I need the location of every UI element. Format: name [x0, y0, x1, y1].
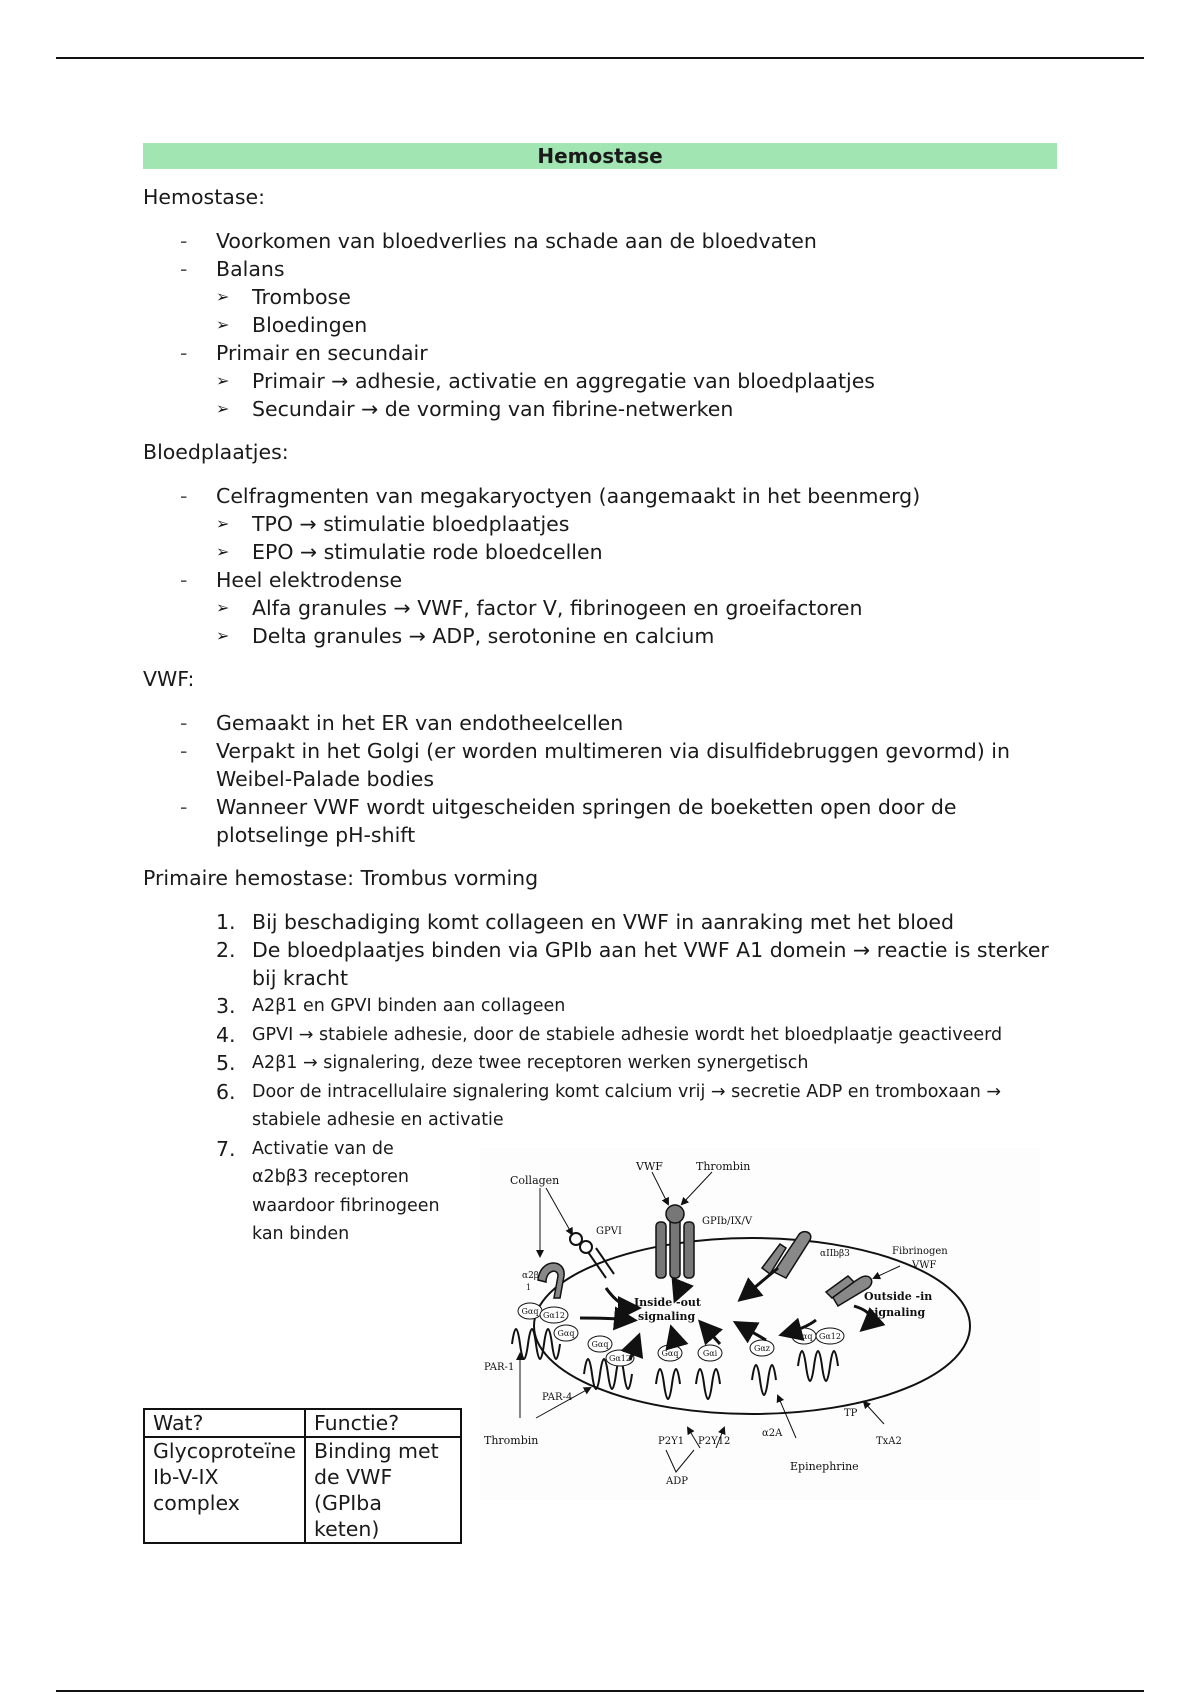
- list-item: - Gemaakt in het ER van endotheelcellen: [143, 709, 1057, 737]
- table-header-cell: Wat?: [144, 1409, 305, 1437]
- step-item: 3. A2β1 en GPVI binden aan collageen: [216, 994, 566, 1018]
- sub-list-item: ➢ Trombose: [216, 285, 351, 309]
- heading-primaire-hemostase: Primaire hemostase: Trombus vorming: [143, 866, 539, 890]
- step-item: 1. Bij beschadiging komt collageen en VWF in aanraking met het bloed: [216, 910, 955, 934]
- footer-rule: [56, 1690, 1144, 1692]
- heading-hemostase: Hemostase:: [143, 185, 266, 209]
- label-outside-in: Outside -in: [864, 1290, 933, 1303]
- gprotein-label: Gα12: [819, 1332, 841, 1341]
- label-par1: PAR-1: [484, 1362, 515, 1373]
- table-header-row: [144, 1409, 461, 1437]
- arrowhead-bullet-icon: ➢: [216, 626, 230, 645]
- arrowhead-bullet-icon: ➢: [216, 542, 230, 561]
- arrowhead-bullet-icon: ➢: [216, 399, 230, 418]
- list-item: - Primair en secundair ➢ Primair → adhesie, activatie en aggregatie van bloedplaatjes ➢ Secundair → de vorming van fibrine-netwerken: [143, 339, 1057, 423]
- list-bloedplaatjes: [143, 482, 1057, 650]
- label-p2y12: P2Y12: [698, 1436, 731, 1447]
- label-gpvi: GPVI: [596, 1226, 622, 1237]
- sub-list-item: ➢ Bloedingen: [216, 313, 368, 337]
- header-rule: [56, 57, 1144, 59]
- gprotein-label: Gα12: [543, 1311, 565, 1320]
- label-a2b1: α2β: [522, 1271, 540, 1281]
- step-item: 2. De bloedplaatjes binden via GPIb aan het VWF A1 domein → reactie is sterker bij kracht: [216, 938, 1049, 990]
- table-cell: Glycoproteïne Ib-V-IX complex: [144, 1437, 305, 1543]
- info-table: [143, 1408, 462, 1544]
- gprotein-label: Gα12: [609, 1354, 631, 1363]
- heading-bloedplaatjes: Bloedplaatjes:: [143, 440, 289, 464]
- step-item: 4. GPVI → stabiele adhesie, door de stabiele adhesie wordt het bloedplaatje geactiveerd: [216, 1022, 1003, 1047]
- label-tp: TP: [844, 1408, 858, 1419]
- label-inside-out-signaling: signaling: [638, 1310, 696, 1323]
- sub-list-item: ➢ TPO → stimulatie bloedplaatjes: [216, 512, 570, 536]
- step-item: 7. Activatie van de α2bβ3 receptoren waardoor fibrinogeen kan binden: [216, 1136, 440, 1244]
- gprotein-label: Gαi: [702, 1349, 718, 1358]
- label-aiib3: αIIbβ3: [820, 1249, 850, 1259]
- label-epinephrine: Epinephrine: [790, 1460, 859, 1473]
- label-p2y1: P2Y1: [658, 1436, 685, 1447]
- arrowhead-bullet-icon: ➢: [216, 514, 230, 533]
- sub-list-item: ➢ Delta granules → ADP, serotonine en calcium: [216, 624, 715, 648]
- document-body: [143, 143, 1057, 1249]
- arrowhead-bullet-icon: ➢: [216, 598, 230, 617]
- label-a2b1-sub: 1: [526, 1283, 532, 1292]
- table-header-cell: Functie?: [305, 1409, 461, 1437]
- page-title: Hemostase: [143, 143, 1057, 169]
- list-item: - Wanneer VWF wordt uitgescheiden springen de boeketten open door de plotselinge pH-shift: [143, 793, 1057, 849]
- list-item: - Heel elektrodense ➢ Alfa granules → VWF, factor V, fibrinogeen en groeifactoren ➢ Delta granules → ADP, serotonine en calcium: [143, 566, 1057, 650]
- gprotein-label: Gαq: [521, 1307, 539, 1316]
- label-adp: ADP: [666, 1476, 688, 1487]
- heading-vwf: VWF:: [143, 667, 195, 691]
- label-outside-in-signaling: signaling: [868, 1306, 926, 1319]
- arrowhead-bullet-icon: ➢: [216, 371, 230, 390]
- list-hemostase: [143, 227, 1057, 423]
- sub-list-item: ➢ EPO → stimulatie rode bloedcellen: [216, 540, 603, 564]
- list-vwf: [143, 709, 1057, 849]
- gprotein-label: Gαq: [795, 1332, 813, 1341]
- table-row: [144, 1437, 461, 1543]
- platelet-signaling-diagram: [480, 1148, 1040, 1500]
- label-gpib: GPIb/IX/V: [702, 1216, 753, 1227]
- sub-list-item: ➢ Primair → adhesie, activatie en aggregatie van bloedplaatjes: [216, 369, 875, 393]
- arrowhead-bullet-icon: ➢: [216, 287, 230, 306]
- table-cell: Binding met de VWF (GPIba keten): [305, 1437, 461, 1543]
- gprotein-label: Gαz: [753, 1344, 771, 1353]
- gprotein-label: Gαq: [591, 1340, 609, 1349]
- sub-list-item: ➢ Alfa granules → VWF, factor V, fibrinogeen en groeifactoren: [216, 596, 863, 620]
- list-item: - Balans ➢ Trombose ➢ Bloedingen: [143, 255, 1057, 339]
- list-item: - Celfragmenten van megakaryoctyen (aangemaakt in het beenmerg) ➢ TPO → stimulatie bloedplaatjes ➢ EPO → stimulatie rode bloedcellen: [143, 482, 1057, 566]
- figure-background: [480, 1148, 1040, 1500]
- list-item: - Voorkomen van bloedverlies na schade aan de bloedvaten: [143, 227, 1057, 255]
- arrowhead-bullet-icon: ➢: [216, 315, 230, 334]
- label-a2a: α2A: [762, 1428, 783, 1439]
- label-inside-out: Inside -out: [634, 1296, 702, 1309]
- label-txa2: TxA2: [876, 1436, 902, 1447]
- label-vwf: VWF: [636, 1160, 663, 1173]
- step-item: 6. Door de intracellulaire signalering komt calcium vrij → secretie ADP en tromboxaan → stabiele adhesie en activatie: [216, 1079, 1002, 1130]
- sub-list-item: ➢ Secundair → de vorming van fibrine-netwerken: [216, 397, 734, 421]
- label-collagen: Collagen: [510, 1174, 560, 1187]
- gprotein-label: Gαq: [661, 1349, 679, 1358]
- gprotein-label: Gαq: [557, 1329, 575, 1338]
- label-fibrinogen: Fibrinogen: [892, 1246, 948, 1257]
- label-thrombin-bottom: Thrombin: [484, 1434, 539, 1447]
- label-vwf-right: VWF: [912, 1260, 937, 1271]
- label-par4: PAR-4: [542, 1392, 573, 1403]
- label-thrombin-top: Thrombin: [696, 1160, 751, 1173]
- step-item: 5. A2β1 → signalering, deze twee receptoren werken synergetisch: [216, 1051, 809, 1075]
- list-item: - Verpakt in het Golgi (er worden multimeren via disulfidebruggen gevormd) in Weibel-Palade bodies: [143, 737, 1057, 793]
